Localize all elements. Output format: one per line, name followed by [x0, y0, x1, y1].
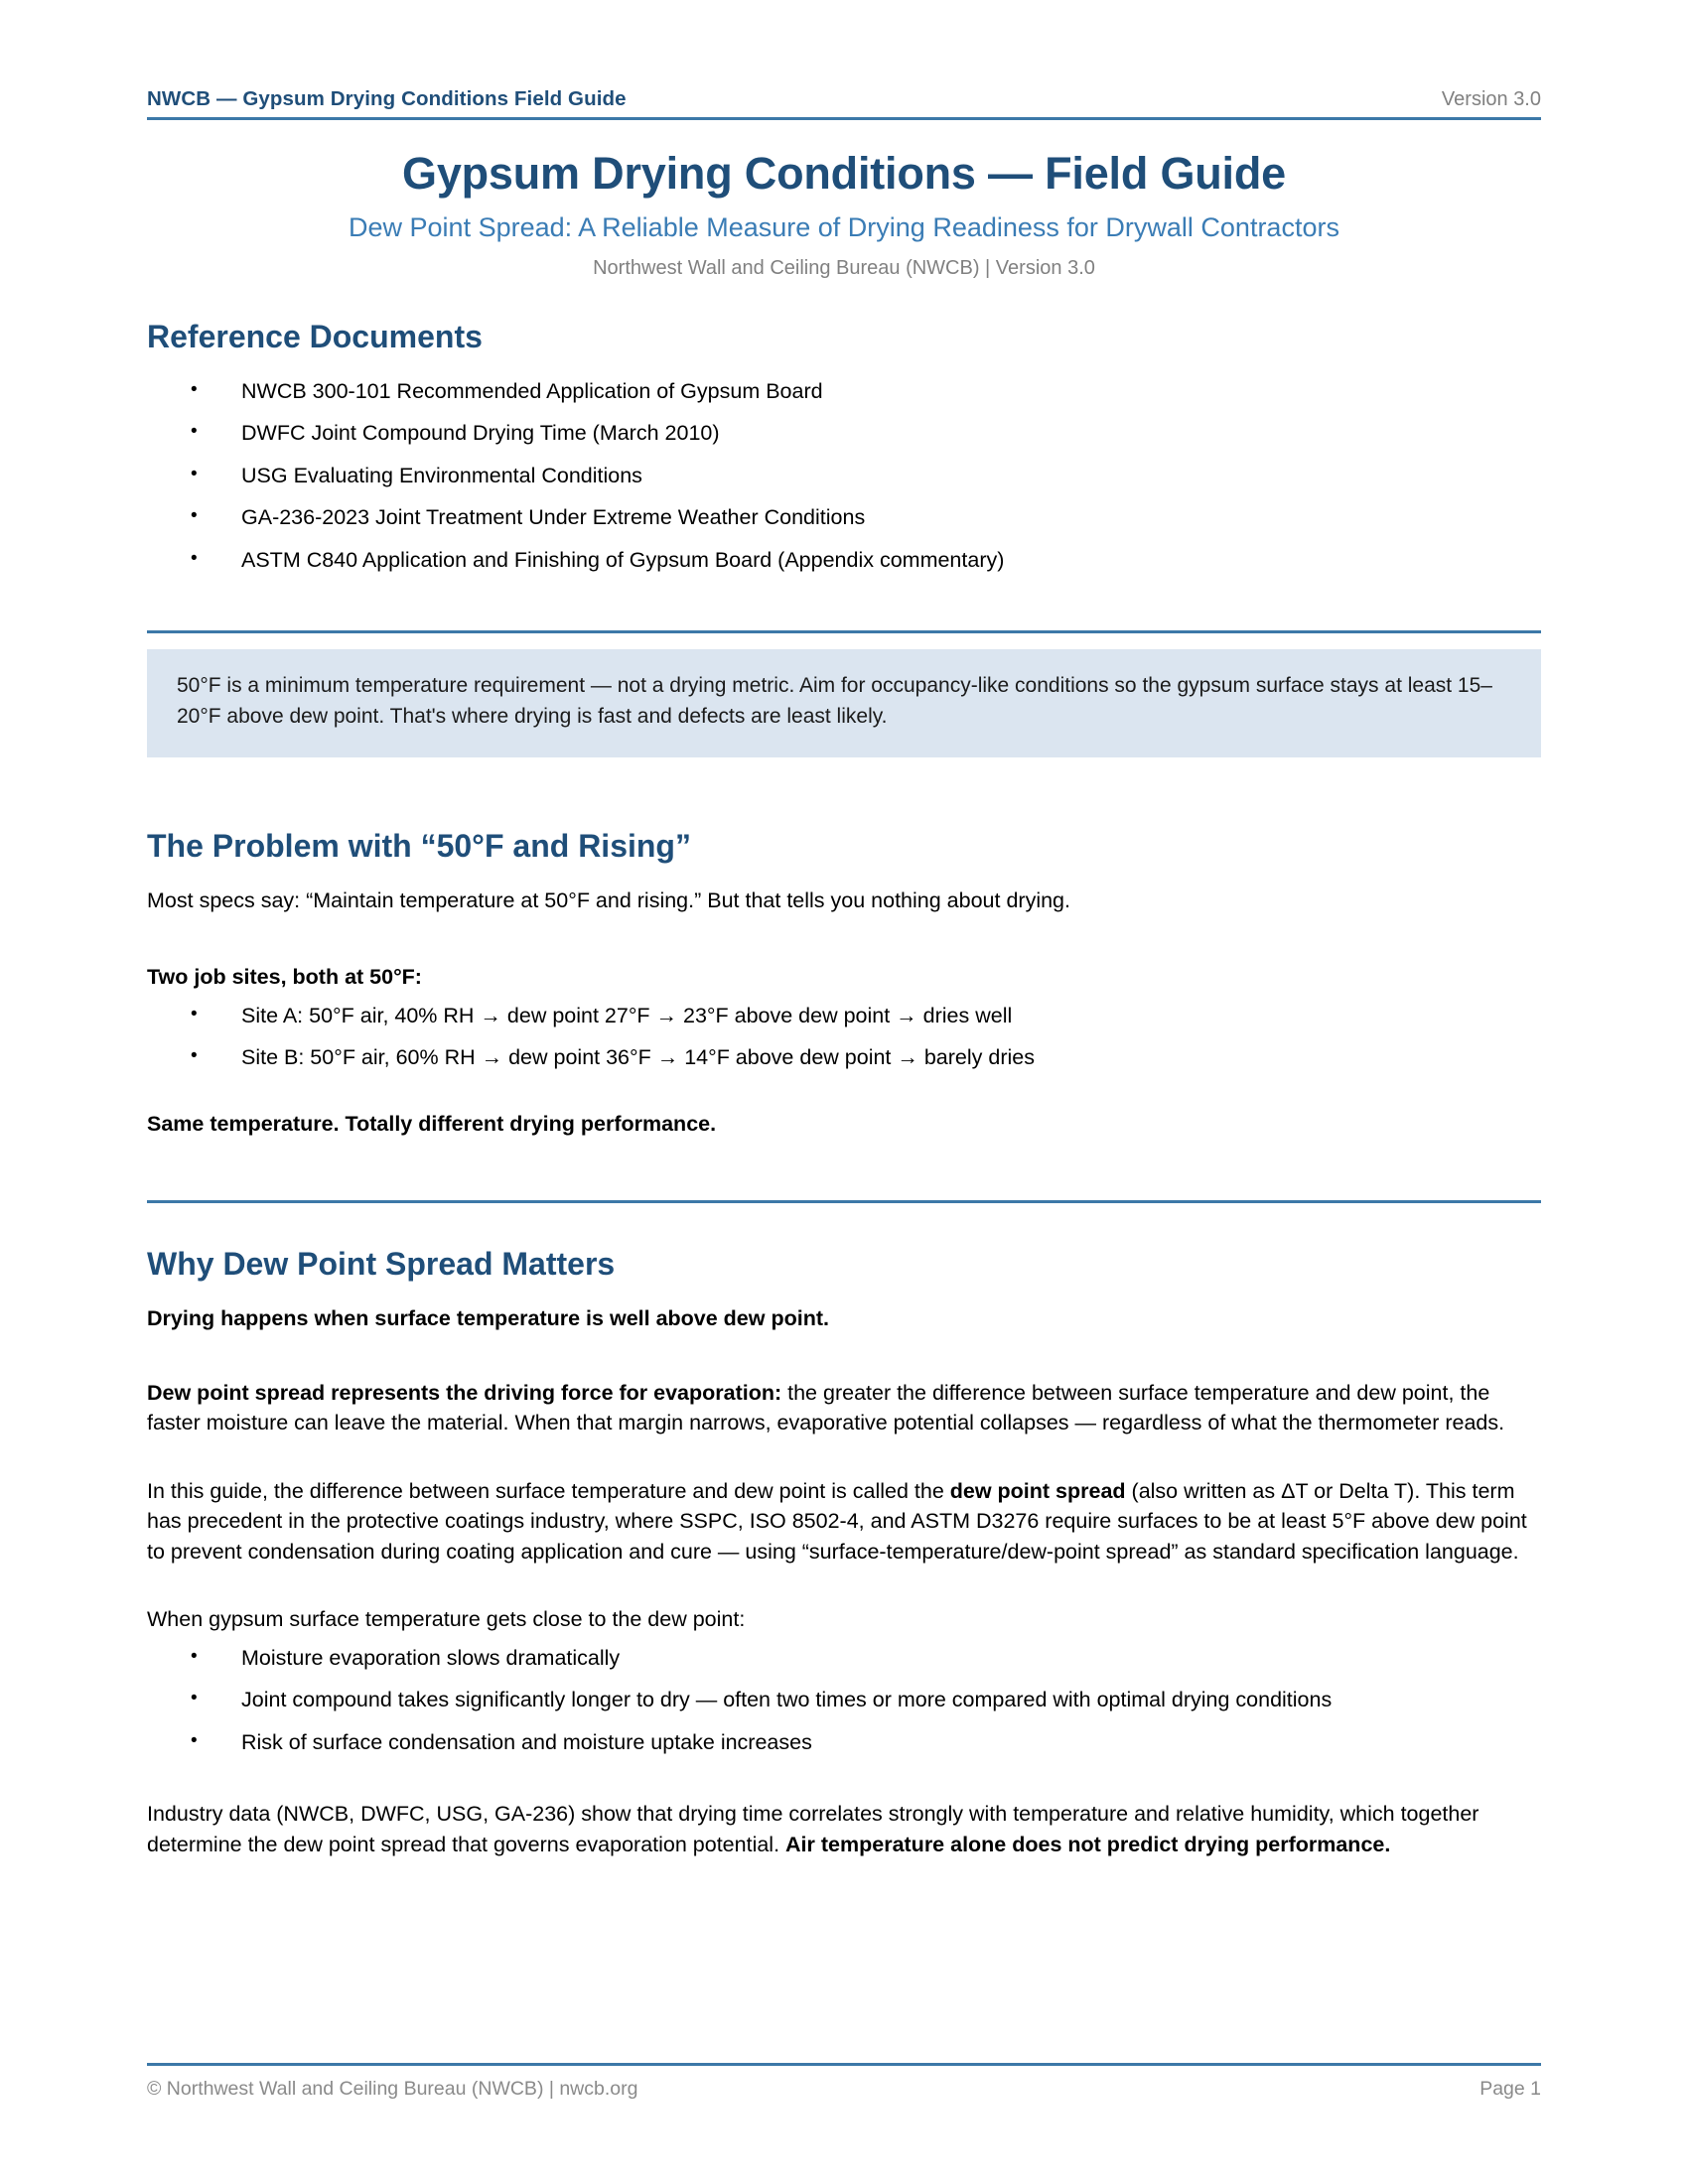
definition-part-one: In this guide, the difference between surface temperature and dew point is called the — [147, 1478, 950, 1503]
reference-documents-heading: Reference Documents — [147, 318, 483, 354]
list-item-label: Risk of surface condensation and moisture uptake increases — [241, 1729, 812, 1754]
list-item — [147, 1643, 1541, 1674]
footer-divider — [147, 2063, 1541, 2066]
list-item-label: DWFC Joint Compound Drying Time (March 2010) — [241, 421, 720, 446]
footer-page-number: Page 1 — [1479, 2078, 1541, 2100]
list-item-label: GA-236-2023 Joint Treatment Under Extreme Weather Conditions — [241, 505, 866, 530]
problem-intro-text: Most specs say: “Maintain temperature at 50°F and rising.” But that tells you nothing about drying. — [147, 888, 1070, 913]
driving-force-label: Dew point spread represents the driving force for evaporation: — [147, 1380, 782, 1405]
list-item — [147, 418, 1541, 449]
header-version: Version 3.0 — [1441, 88, 1541, 110]
page-byline: Northwest Wall and Ceiling Bureau (NWCB) | Version 3.0 — [593, 256, 1095, 279]
list-item-label: Site B: 50°F air, 60% RH → dew point 36°F → 14°F above dew point → barely dries — [241, 1045, 1035, 1070]
list-item — [147, 1042, 1541, 1073]
definition-part-two: (also written as ΔT or Delta T). This term has precedent in the protective coatings industry, where SSPC, ISO 8502-4, and ASTM D3276 require surfaces to be at least 5°F above dew point to prevent condensation during coating application and cure — using “surface-temperature/dew-point spread” as standard specification language. — [147, 1478, 1527, 1564]
job-sites-list — [147, 1001, 1541, 1073]
header-divider — [147, 117, 1541, 120]
two-job-sites-label: Two job sites, both at 50°F: — [147, 964, 422, 989]
reference-documents-list — [147, 376, 1541, 576]
why-section-heading: Why Dew Point Spread Matters — [147, 1246, 616, 1283]
list-item-label: Joint compound takes significantly longer to dry — often two times or more compared with optimal drying conditions — [241, 1688, 1333, 1712]
section-divider — [147, 630, 1541, 633]
list-item — [147, 1727, 1541, 1758]
list-item — [147, 1001, 1541, 1031]
page-subtitle: Dew Point Spread: A Reliable Measure of Drying Readiness for Drywall Contractors — [349, 211, 1339, 242]
list-item-label: NWCB 300-101 Recommended Application of Gypsum Board — [241, 378, 823, 403]
definition-paragraph — [147, 1476, 1541, 1568]
bullet-icon: • — [191, 378, 198, 400]
list-item-label: Site A: 50°F air, 40% RH → dew point 27°F → 23°F above dew point → dries well — [241, 1003, 1013, 1027]
list-item-label: Moisture evaporation slows dramatically — [241, 1645, 621, 1670]
running-header — [147, 0, 1541, 117]
effects-list — [147, 1643, 1541, 1758]
bullet-icon: • — [191, 1045, 198, 1067]
header-document-title: NWCB — Gypsum Drying Conditions Field Guide — [147, 87, 627, 110]
why-lead-text: Drying happens when surface temperature is well above dew point. — [147, 1306, 829, 1331]
list-item — [147, 545, 1541, 576]
driving-force-paragraph — [147, 1378, 1541, 1438]
dew-point-spread-term: dew point spread — [949, 1478, 1126, 1503]
bullet-icon: • — [191, 463, 198, 484]
page-title: Gypsum Drying Conditions — Field Guide — [402, 148, 1286, 199]
callout-box — [147, 649, 1541, 757]
list-item-label: USG Evaluating Environmental Conditions — [241, 463, 642, 487]
driving-force-rest: the greater the difference between surface temperature and dew point, the faster moisture can leave the material. When that margin narrows, evaporative potential collapses — regardless of what the thermometer reads. — [147, 1380, 1505, 1435]
effects-list-intro: When gypsum surface temperature gets close to the dew point: — [147, 1607, 746, 1632]
page-footer — [147, 2063, 1541, 2101]
bullet-icon: • — [191, 421, 198, 443]
list-item — [147, 1685, 1541, 1715]
list-item — [147, 376, 1541, 407]
industry-data-paragraph — [147, 1799, 1541, 1859]
footer-copyright: © Northwest Wall and Ceiling Bureau (NWCB) | nwcb.org — [147, 2078, 638, 2100]
list-item-label: ASTM C840 Application and Finishing of Gypsum Board (Appendix commentary) — [241, 547, 1005, 572]
callout-text: 50°F is a minimum temperature requirement — not a drying metric. Aim for occupancy-like conditions so the gypsum surface stays at least 15–20°F above dew point. That's where drying is fast and defects are least likely. — [177, 674, 1492, 728]
title-block — [147, 150, 1541, 280]
list-item — [147, 502, 1541, 533]
list-item — [147, 461, 1541, 491]
bullet-icon: • — [191, 1003, 198, 1024]
bullet-icon: • — [191, 1645, 198, 1667]
bullet-icon: • — [191, 547, 198, 569]
bullet-icon: • — [191, 1688, 198, 1709]
problem-section-heading: The Problem with “50°F and Rising” — [147, 828, 691, 865]
bullet-icon: • — [191, 505, 198, 527]
industry-data-emphasis: Air temperature alone does not predict drying performance. — [785, 1832, 1391, 1856]
bullet-icon: • — [191, 1729, 198, 1751]
industry-data-text: Industry data (NWCB, DWFC, USG, GA-236) show that drying time correlates strongly with temperature and relative humidity, which together determine the dew point spread that governs evaporation potential. — [147, 1802, 1479, 1856]
problem-conclusion-text: Same temperature. Totally different drying performance. — [147, 1111, 717, 1136]
